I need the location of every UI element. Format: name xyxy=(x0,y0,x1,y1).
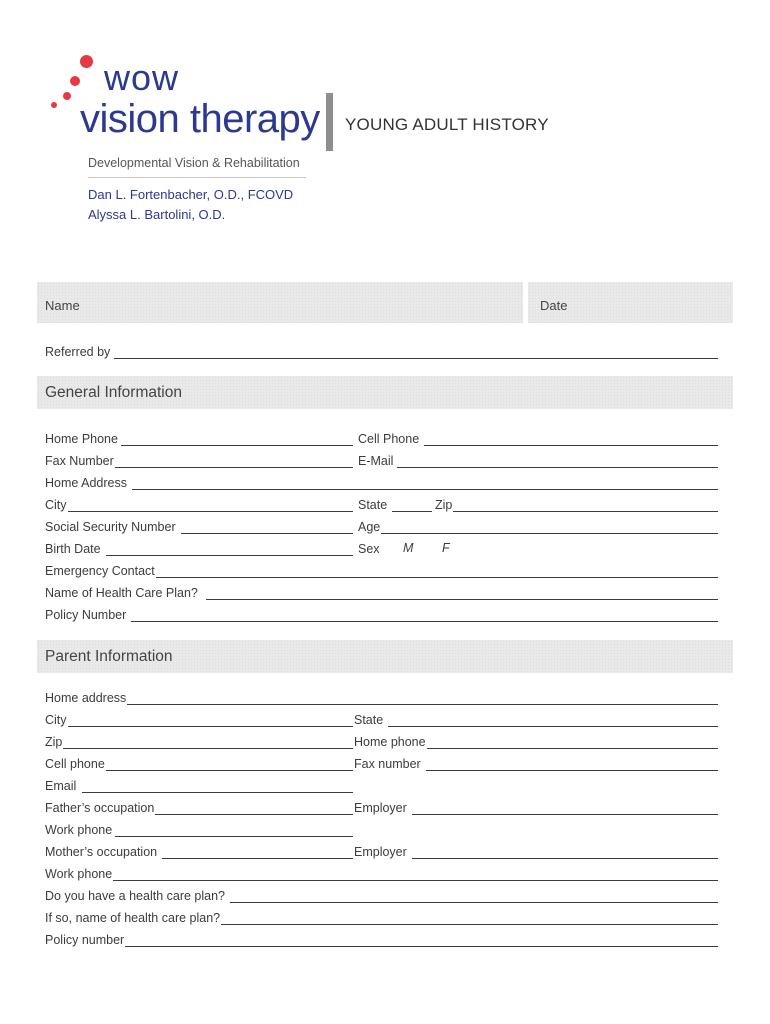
fax-number-field[interactable] xyxy=(45,452,353,468)
home-phone-label: Home Phone xyxy=(45,432,118,446)
parent-home-phone-label: Home phone xyxy=(354,735,426,749)
date-label: Date xyxy=(540,298,568,313)
home-address-field[interactable] xyxy=(45,474,718,490)
doctor-name: Alyssa L. Bartolini, O.D. xyxy=(88,207,226,222)
logo-dot xyxy=(70,76,80,86)
policy-number-field[interactable] xyxy=(45,606,718,622)
referred-by-field[interactable] xyxy=(45,343,718,359)
logo-dot xyxy=(80,55,93,68)
fax-number-label: Fax Number xyxy=(45,454,114,468)
parent-fax-number-field[interactable] xyxy=(354,755,718,771)
sex-option-f[interactable]: F xyxy=(442,541,450,555)
father-employer-field[interactable] xyxy=(354,799,718,815)
parent-state-label: State xyxy=(354,713,384,727)
emergency-contact-field[interactable] xyxy=(45,562,718,578)
parent-cell-phone-label: Cell phone xyxy=(45,757,105,771)
parent-health-plan-name-label: If so, name of health care plan? xyxy=(45,911,221,925)
email-label: E-Mail xyxy=(358,454,394,468)
age-label: Age xyxy=(358,520,381,534)
has-health-plan-label: Do you have a health care plan? xyxy=(45,889,225,903)
father-work-phone-label: Work phone xyxy=(45,823,113,837)
doctor-name: Dan L. Fortenbacher, O.D., FCOVD xyxy=(88,187,294,202)
zip-label: Zip xyxy=(435,498,453,512)
emergency-contact-label: Emergency Contact xyxy=(45,564,155,578)
ssn-label: Social Security Number xyxy=(45,520,176,534)
mother-employer-field[interactable] xyxy=(354,843,718,859)
fathers-occupation-field[interactable] xyxy=(45,799,353,815)
sex-option-m[interactable]: M xyxy=(403,541,414,555)
tagline: Developmental Vision & Rehabilitation xyxy=(88,156,300,170)
father-employer-label: Employer xyxy=(354,801,407,815)
zip-field[interactable] xyxy=(435,496,718,512)
mother-employer-label: Employer xyxy=(354,845,407,859)
title-divider xyxy=(326,93,333,151)
form-title: YOUNG ADULT HISTORY xyxy=(345,115,549,134)
logo-dot xyxy=(63,92,71,100)
name-label: Name xyxy=(45,298,80,313)
logo-brand-top: wow xyxy=(104,57,180,98)
logo-dot xyxy=(51,102,57,108)
tagline-rule xyxy=(88,177,306,178)
parent-health-plan-name-field[interactable] xyxy=(45,909,718,925)
parent-policy-number-field[interactable] xyxy=(45,931,718,947)
parent-home-address-field[interactable] xyxy=(45,689,718,705)
parent-city-field[interactable] xyxy=(45,711,353,727)
parent-policy-number-label: Policy number xyxy=(45,933,125,947)
sex-field xyxy=(358,540,380,556)
section-title: Parent Information xyxy=(45,648,173,665)
birth-date-field[interactable] xyxy=(45,540,353,556)
parent-city-label: City xyxy=(45,713,67,727)
sex-label: Sex xyxy=(358,542,380,556)
cell-phone-label: Cell Phone xyxy=(358,432,420,446)
name-field[interactable] xyxy=(37,282,523,323)
health-plan-name-field[interactable] xyxy=(45,584,718,600)
parent-email-field[interactable] xyxy=(45,777,353,793)
parent-zip-label: Zip xyxy=(45,735,63,749)
has-health-plan-field[interactable] xyxy=(45,887,718,903)
parent-zip-field[interactable] xyxy=(45,733,353,749)
ssn-field[interactable] xyxy=(45,518,353,534)
home-phone-field[interactable] xyxy=(45,430,353,446)
mother-work-phone-field[interactable] xyxy=(45,865,718,881)
parent-email-label: Email xyxy=(45,779,77,793)
mothers-occupation-field[interactable] xyxy=(45,843,353,859)
parent-state-field[interactable] xyxy=(354,711,718,727)
email-field[interactable] xyxy=(358,452,718,468)
health-plan-name-label: Name of Health Care Plan? xyxy=(45,586,198,600)
parent-fax-number-label: Fax number xyxy=(354,757,421,771)
referred-by-label: Referred by xyxy=(45,345,111,359)
section-title: General Information xyxy=(45,384,182,401)
mother-work-phone-label: Work phone xyxy=(45,867,113,881)
parent-home-address-label: Home address xyxy=(45,691,127,705)
city-label: City xyxy=(45,498,67,512)
mothers-occupation-label: Mother’s occupation xyxy=(45,845,158,859)
city-field[interactable] xyxy=(45,496,353,512)
state-field[interactable] xyxy=(358,496,432,512)
age-field[interactable] xyxy=(358,518,718,534)
logo-brand-bottom: vision therapy xyxy=(80,97,320,141)
policy-number-label: Policy Number xyxy=(45,608,127,622)
date-field[interactable] xyxy=(528,282,733,323)
father-work-phone-field[interactable] xyxy=(45,821,353,837)
home-address-label: Home Address xyxy=(45,476,127,490)
birth-date-label: Birth Date xyxy=(45,542,101,556)
parent-cell-phone-field[interactable] xyxy=(45,755,353,771)
cell-phone-field[interactable] xyxy=(358,430,718,446)
fathers-occupation-label: Father’s occupation xyxy=(45,801,155,815)
state-label: State xyxy=(358,498,388,512)
parent-home-phone-field[interactable] xyxy=(354,733,718,749)
